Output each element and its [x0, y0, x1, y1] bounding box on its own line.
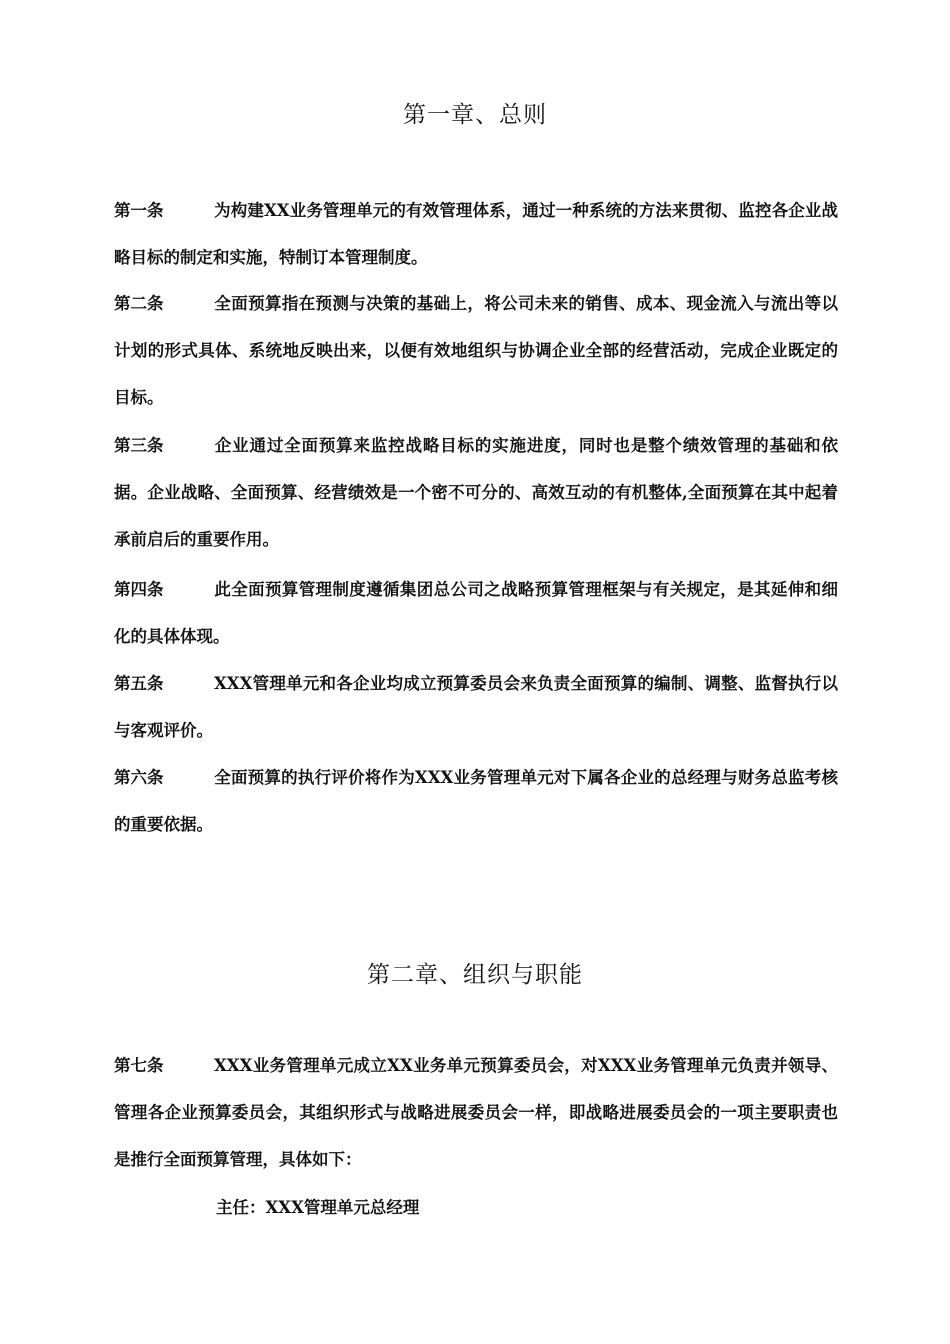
- article-label: 第六条: [114, 768, 164, 787]
- article-text: XXX管理单元和各企业均成立预算委员会来负责全面预算的编制、调整、监督执行以与客观评价。: [114, 674, 838, 740]
- article-4: [114, 566, 838, 660]
- article-7: [114, 1042, 838, 1183]
- article-text: XXX业务管理单元成立XX业务单元预算委员会，对XXX业务管理单元负责并领导、管理各企业预算委员会，其组织形式与战略进展委员会一样，即战略进展委员会的一项主要职责也是推行全面预算管理，具体如下：: [114, 1056, 838, 1169]
- article-label: 第四条: [114, 580, 164, 599]
- chapter-1-title: 第一章、总则: [403, 102, 547, 128]
- article-text: 此全面预算管理制度遵循集团总公司之战略预算管理框架与有关规定，是其延伸和细化的具体体现。: [114, 580, 838, 646]
- article-3: [114, 422, 838, 563]
- article-label: 第一条: [114, 201, 164, 220]
- article-text: 企业通过全面预算来监控战略目标的实施进度，同时也是整个绩效管理的基础和依据。企业战略、全面预算、经营绩效是一个密不可分的、高效互动的有机整体,全面预算在其中起着承前启后的重要作用。: [114, 436, 838, 549]
- article-label: 第五条: [114, 674, 164, 693]
- article-label: 第二条: [114, 294, 164, 313]
- article-label: 第七条: [114, 1056, 164, 1075]
- article-1: [114, 187, 838, 281]
- article-text: 为构建XX业务管理单元的有效管理体系，通过一种系统的方法来贯彻、监控各企业战略目标的制定和实施，特制订本管理制度。: [114, 201, 838, 267]
- article-6: [114, 754, 838, 848]
- chapter-2-title: 第二章、组织与职能: [367, 962, 583, 988]
- article-2: [114, 280, 838, 421]
- article-5: [114, 660, 838, 754]
- article-text: 全面预算的执行评价将作为XXX业务管理单元对下属各企业的总经理与财务总监考核的重要依据。: [114, 768, 838, 834]
- article-label: 第三条: [114, 436, 164, 455]
- article-text: 全面预算指在预测与决策的基础上，将公司未来的销售、成本、现金流入与流出等以计划的形式具体、系统地反映出来，以便有效地组织与协调企业全部的经营活动，完成企业既定的目标。: [114, 294, 838, 407]
- committee-director-item: 主任：XXX管理单元总经理: [216, 1198, 420, 1217]
